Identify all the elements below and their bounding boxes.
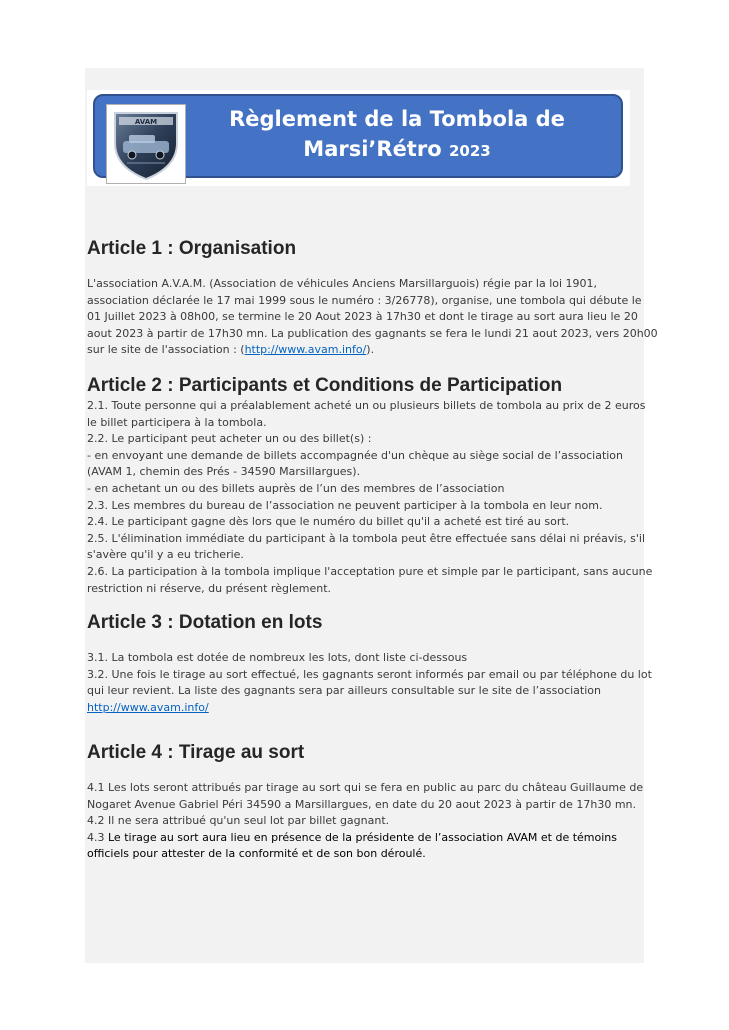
article-2-heading: Article 2 : Participants et Conditions de Participation (87, 375, 563, 396)
article-3-line (87, 700, 643, 717)
document-page (85, 68, 658, 963)
article-1-heading: Article 1 : Organisation (87, 238, 297, 259)
article-4-line: 4.2 Il ne sera attribué qu'un seul lot par billet gagnant. (87, 814, 390, 828)
title-name: Marsi’Rétro (303, 137, 442, 161)
article-2-line: le billet participera à la tombola. (87, 415, 267, 429)
title-line-2 (177, 134, 617, 166)
article-2-line: 2.5. L'élimination immédiate du participant à la tombola peut être effectuée sans délai ni préavis, s'il (87, 531, 646, 545)
avam-website-link[interactable]: http://www.avam.info/ (244, 343, 367, 357)
article-4-body (87, 780, 643, 863)
article-1-body (87, 276, 658, 359)
avam-website-link[interactable]: http://www.avam.info/ (87, 700, 209, 714)
article-3-body (87, 650, 652, 716)
article-1-line: aout 2023 à partir de 17h30 mn. La publication des gagnants se fera le lundi 21 aout 2023, vers 20h00 (87, 326, 658, 340)
avam-logo (106, 104, 186, 184)
article-2-line: (AVAM 1, chemin des Prés - 34590 Marsillargues). (87, 465, 361, 479)
article-4-line (87, 830, 643, 847)
logo-lettering: AVAM (134, 118, 158, 126)
title-line-1: Règlement de la Tombola de (229, 107, 565, 131)
article-3-line: qui leur revient. La liste des gagnants sera par ailleurs consultable sur le site de l’association (87, 684, 601, 698)
article-2-line: - en achetant un ou des billets auprès de l’un des membres de l’association (87, 481, 505, 495)
article-4-3-text: Le tirage au sort aura lieu en présence de la présidente de l’association AVAM et de témoins (108, 830, 618, 844)
article-4-line: Nogaret Avenue Gabriel Péri 34590 a Marsillargues, en date du 20 aout 2023 à partir de 17h30 mn. (87, 797, 637, 811)
article-1-line: association déclarée le 17 mai 1999 sous le numéro : 3/26778), organise, une tombola qui débute le (87, 293, 642, 307)
article-4-3-number: 4.3 (87, 830, 108, 844)
article-4-line: officiels pour attester de la conformité et de son bon déroulé. (87, 847, 426, 861)
article-1-line: L'association A.V.A.M. (Association de véhicules Anciens Marsillarguois) régie par la loi 1901, (87, 277, 598, 290)
article-2-line: 2.1. Toute personne qui a préalablement acheté un ou plusieurs billets de tombola au prix de 2 euros (87, 399, 646, 412)
shield-logo-icon (107, 105, 185, 183)
article-2-line: 2.2. Le participant peut acheter un ou des billet(s) : (87, 432, 372, 446)
article-1-last-suffix: ). (366, 343, 375, 357)
article-1-line: 01 Juillet 2023 à 08h00, se termine le 20 Aout 2023 à 17h30 et dont le tirage au sort aura lieu le 20 (87, 310, 638, 324)
article-2-line: 2.4. Le participant gagne dès lors que le numéro du billet qu'il a acheté est tiré au sort. (87, 515, 570, 529)
title-year: 2023 (448, 142, 491, 160)
article-2-body (87, 398, 653, 597)
article-2-line: - en envoyant une demande de billets accompagnée d'un chèque au siège social de l’association (87, 448, 624, 462)
page-title (177, 104, 617, 166)
article-3-line: 3.2. Une fois le tirage au sort effectué, les gagnants seront informés par email ou par téléphone du lot (87, 667, 652, 681)
article-3-heading: Article 3 : Dotation en lots (87, 612, 323, 633)
article-1-last-prefix: sur le site de l'association : ( (87, 343, 245, 357)
article-1-line (87, 342, 643, 359)
header-banner-frame (87, 90, 630, 186)
article-2-line: s'avère qu'il y a eu tricherie. (87, 548, 244, 562)
article-2-line: 2.6. La participation à la tombola implique l'acceptation pure et simple par le participant, sans aucune (87, 564, 653, 578)
article-4-line: 4.1 Les lots seront attribués par tirage au sort qui se fera en public au parc du château Guillaume de (87, 781, 644, 794)
article-2-line: restriction ni réserve, du présent règlement. (87, 581, 332, 595)
article-2-line: 2.3. Les membres du bureau de l’association ne peuvent participer à la tombola en leur nom. (87, 498, 603, 512)
article-4-heading: Article 4 : Tirage au sort (87, 742, 305, 763)
article-3-line: 3.1. La tombola est dotée de nombreux les lots, dont liste ci-dessous (87, 651, 468, 664)
